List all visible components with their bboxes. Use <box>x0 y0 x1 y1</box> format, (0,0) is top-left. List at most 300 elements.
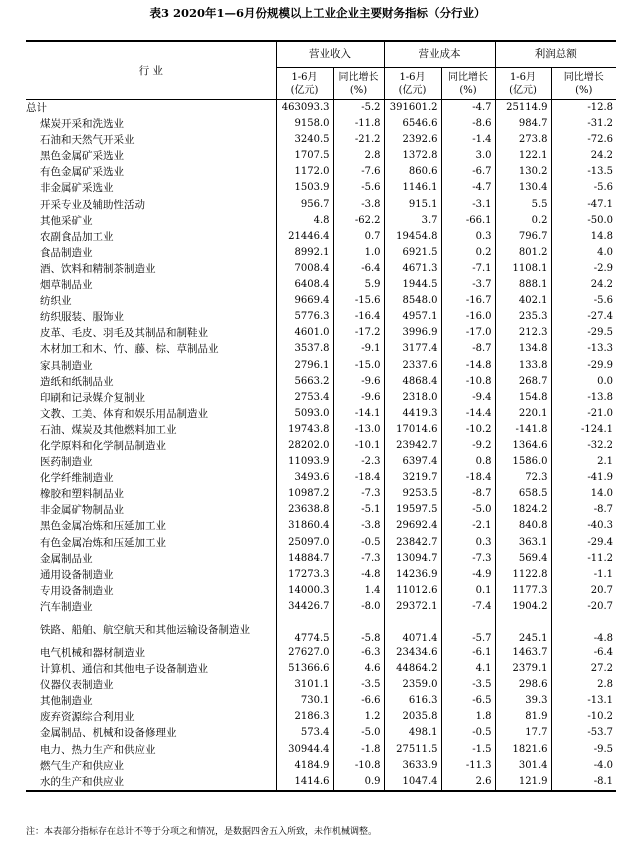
cost-growth-cell: -3.1 <box>441 197 495 213</box>
cost-cell: 19454.8 <box>384 229 441 245</box>
revenue-cell: 956.7 <box>276 197 333 213</box>
profit-cell: 122.1 <box>495 148 551 164</box>
cost-growth-cell: -16.0 <box>441 309 495 325</box>
cost-cell: 17014.6 <box>384 422 441 438</box>
table-row <box>26 742 616 758</box>
table-row <box>26 261 616 277</box>
revenue-growth-cell: -7.3 <box>333 486 384 502</box>
table-row <box>26 774 616 791</box>
industry-name-cell: 其他采矿业 <box>40 214 93 227</box>
profit-growth-cell: -4.8 <box>551 615 616 645</box>
cost-cell: 19597.5 <box>384 502 441 518</box>
profit-cell: 1904.2 <box>495 599 551 615</box>
revenue-growth-cell: -15.6 <box>333 293 384 309</box>
cost-cell: 3633.9 <box>384 758 441 774</box>
revenue-growth-cell: -6.4 <box>333 261 384 277</box>
profit-cell: 1586.0 <box>495 454 551 470</box>
revenue-cell: 14000.3 <box>276 583 333 599</box>
cost-growth-cell: -10.2 <box>441 422 495 438</box>
table-row <box>26 229 616 245</box>
cost-cell: 3219.7 <box>384 470 441 486</box>
profit-cell: 235.3 <box>495 309 551 325</box>
profit-growth-cell: 2.1 <box>551 454 616 470</box>
industry-name-cell: 家具制造业 <box>40 359 93 372</box>
cost-growth-cell: 0.3 <box>441 229 495 245</box>
profit-growth-cell: -53.7 <box>551 725 616 741</box>
profit-growth-cell: -10.2 <box>551 709 616 725</box>
profit-growth-cell: -8.7 <box>551 502 616 518</box>
revenue-header: 营业收入 <box>276 41 384 68</box>
revenue-cell: 3537.8 <box>276 341 333 357</box>
profit-growth-cell: 2.8 <box>551 677 616 693</box>
revenue-growth-cell: -8.0 <box>333 599 384 615</box>
cost-growth-cell: -9.2 <box>441 438 495 454</box>
cost-cell: 6921.5 <box>384 245 441 261</box>
profit-cell: 17.7 <box>495 725 551 741</box>
table-row <box>26 645 616 661</box>
revenue-cell: 4601.0 <box>276 325 333 341</box>
profit-cell: 1821.6 <box>495 742 551 758</box>
revenue-growth-cell: -9.6 <box>333 374 384 390</box>
profit-header: 利润总额 <box>495 41 616 68</box>
revenue-growth-cell: -1.8 <box>333 742 384 758</box>
revenue-cell: 2186.3 <box>276 709 333 725</box>
profit-cell: 220.1 <box>495 406 551 422</box>
profit-growth-cell: 24.2 <box>551 277 616 293</box>
cost-header: 营业成本 <box>384 41 495 68</box>
cost-cell: 1146.1 <box>384 180 441 196</box>
profit-growth-cell: -29.5 <box>551 325 616 341</box>
cost-cell: 3996.9 <box>384 325 441 341</box>
industry-name-cell: 印刷和记录媒介复制业 <box>40 391 145 404</box>
cost-cell: 391601.2 <box>384 100 441 117</box>
revenue-cell: 6408.4 <box>276 277 333 293</box>
revenue-growth-cell: -13.0 <box>333 422 384 438</box>
cost-cell: 14236.9 <box>384 567 441 583</box>
cost-growth-cell: 0.1 <box>441 583 495 599</box>
cost-cell: 23942.7 <box>384 438 441 454</box>
profit-cell: 1108.1 <box>495 261 551 277</box>
profit-growth-cell: -29.9 <box>551 358 616 374</box>
profit-cell: 72.3 <box>495 470 551 486</box>
profit-growth-cell: -1.1 <box>551 567 616 583</box>
profit-cell: 134.8 <box>495 341 551 357</box>
cost-growth-cell: -4.7 <box>441 100 495 117</box>
industry-name-cell: 铁路、船舶、航空航天和其他运输设备制造业 <box>40 623 250 636</box>
profit-growth-cell: 0.0 <box>551 374 616 390</box>
cost-growth-cell: -5.7 <box>441 615 495 645</box>
profit-cell: 130.2 <box>495 164 551 180</box>
revenue-cell: 14884.7 <box>276 551 333 567</box>
revenue-cell: 28202.0 <box>276 438 333 454</box>
industry-name-cell: 非金属矿采选业 <box>40 182 114 195</box>
revenue-cell: 21446.4 <box>276 229 333 245</box>
revenue-cell: 7008.4 <box>276 261 333 277</box>
industry-name-cell: 酒、饮料和精制茶制造业 <box>40 262 156 275</box>
cost-growth-cell: -7.3 <box>441 551 495 567</box>
cost-growth-cell: 3.0 <box>441 148 495 164</box>
cost-growth-cell: -8.7 <box>441 341 495 357</box>
industry-name-cell: 黑色金属矿采选业 <box>40 150 124 163</box>
cost-cell: 1047.4 <box>384 774 441 791</box>
table-row <box>26 567 616 583</box>
industry-name-cell: 仪器仪表制造业 <box>40 679 114 692</box>
revenue-growth-cell: -16.4 <box>333 309 384 325</box>
profit-cell: 301.4 <box>495 758 551 774</box>
profit-growth-cell: -32.2 <box>551 438 616 454</box>
industry-name-cell: 造纸和纸制品业 <box>40 375 114 388</box>
table-row <box>26 502 616 518</box>
cost-growth-cell: -4.9 <box>441 567 495 583</box>
revenue-growth-cell: -6.3 <box>333 645 384 661</box>
profit-growth-cell: -47.1 <box>551 197 616 213</box>
industry-name-cell: 汽车制造业 <box>40 600 93 613</box>
profit-cell: 121.9 <box>495 774 551 791</box>
revenue-growth-cell: -9.1 <box>333 341 384 357</box>
profit-amount-header: 1-6月 (亿元) <box>495 68 551 100</box>
profit-cell: 402.1 <box>495 293 551 309</box>
table-row <box>26 341 616 357</box>
profit-cell: 984.7 <box>495 116 551 132</box>
profit-growth-cell: -11.2 <box>551 551 616 567</box>
industry-name-cell: 有色金属矿采选业 <box>40 166 124 179</box>
cost-amount-header: 1-6月 (亿元) <box>384 68 441 100</box>
cost-growth-cell: -2.1 <box>441 518 495 534</box>
cost-growth-cell: 0.2 <box>441 245 495 261</box>
industry-name-cell: 有色金属冶炼和压延加工业 <box>40 536 166 549</box>
revenue-cell: 4.8 <box>276 213 333 229</box>
industry-name-cell: 其他制造业 <box>40 695 93 708</box>
profit-growth-cell: -124.1 <box>551 422 616 438</box>
revenue-cell: 5776.3 <box>276 309 333 325</box>
table-row <box>26 583 616 599</box>
profit-growth-cell: -50.0 <box>551 213 616 229</box>
table-row <box>26 132 616 148</box>
industry-name-cell: 电气机械和器材制造业 <box>40 647 145 659</box>
table-row <box>26 148 616 164</box>
profit-cell: 25114.9 <box>495 100 551 117</box>
revenue-cell: 573.4 <box>276 725 333 741</box>
cost-growth-cell: -18.4 <box>441 470 495 486</box>
cost-growth-cell: -3.5 <box>441 677 495 693</box>
cost-cell: 11012.6 <box>384 583 441 599</box>
industry-name-cell: 石油和天然气开采业 <box>40 134 135 147</box>
industry-name-cell: 医药制造业 <box>40 456 93 469</box>
industry-name-cell: 废弃资源综合利用业 <box>40 711 135 724</box>
revenue-cell: 3101.1 <box>276 677 333 693</box>
cost-cell: 616.3 <box>384 693 441 709</box>
profit-cell: 130.4 <box>495 180 551 196</box>
cost-growth-cell: 4.1 <box>441 661 495 677</box>
table-row <box>26 693 616 709</box>
revenue-growth-cell: -11.8 <box>333 116 384 132</box>
industry-name-cell: 化学原料和化学制品制造业 <box>40 439 166 452</box>
revenue-cell: 2753.4 <box>276 390 333 406</box>
revenue-cell: 5093.0 <box>276 406 333 422</box>
profit-growth-cell: -4.0 <box>551 758 616 774</box>
cost-cell: 4671.3 <box>384 261 441 277</box>
profit-cell: 1463.7 <box>495 645 551 661</box>
profit-cell: 1824.2 <box>495 502 551 518</box>
profit-growth-cell: -41.9 <box>551 470 616 486</box>
financial-indicators-table <box>26 40 616 792</box>
cost-cell: 3.7 <box>384 213 441 229</box>
cost-cell: 498.1 <box>384 725 441 741</box>
profit-cell: 658.5 <box>495 486 551 502</box>
revenue-growth-cell: -7.3 <box>333 551 384 567</box>
profit-cell: 39.3 <box>495 693 551 709</box>
profit-growth-cell: -6.4 <box>551 645 616 661</box>
industry-name-cell: 烟草制品业 <box>40 279 93 292</box>
industry-name-cell: 皮革、毛皮、羽毛及其制品和制鞋业 <box>40 327 208 340</box>
revenue-cell: 1172.0 <box>276 164 333 180</box>
profit-growth-cell: -5.6 <box>551 293 616 309</box>
cost-cell: 9253.5 <box>384 486 441 502</box>
table-row <box>26 551 616 567</box>
profit-growth-cell: -13.1 <box>551 693 616 709</box>
table-row <box>26 197 616 213</box>
revenue-growth-cell: -5.0 <box>333 725 384 741</box>
cost-growth-cell: -66.1 <box>441 213 495 229</box>
revenue-cell: 11093.9 <box>276 454 333 470</box>
profit-growth-cell: -8.1 <box>551 774 616 791</box>
table-row <box>26 518 616 534</box>
industry-name-cell: 非金属矿物制品业 <box>40 504 124 517</box>
industry-name-cell: 食品制造业 <box>40 246 93 259</box>
table-row <box>26 758 616 774</box>
revenue-growth-cell: -9.6 <box>333 390 384 406</box>
industry-name-cell: 金属制品业 <box>40 552 93 565</box>
profit-growth-cell: -5.6 <box>551 180 616 196</box>
revenue-growth-cell: -10.1 <box>333 438 384 454</box>
cost-cell: 6546.6 <box>384 116 441 132</box>
revenue-cell: 3240.5 <box>276 132 333 148</box>
profit-cell: 154.8 <box>495 390 551 406</box>
industry-name-cell: 煤炭开采和洗选业 <box>40 118 124 131</box>
cost-cell: 44864.2 <box>384 661 441 677</box>
industry-name-cell: 电力、热力生产和供应业 <box>40 743 156 756</box>
cost-cell: 2359.0 <box>384 677 441 693</box>
profit-growth-cell: 14.0 <box>551 486 616 502</box>
table-row <box>26 180 616 196</box>
revenue-growth-cell: 1.4 <box>333 583 384 599</box>
revenue-growth-cell: 0.9 <box>333 774 384 791</box>
cost-cell: 23842.7 <box>384 535 441 551</box>
industry-name-cell: 农副食品加工业 <box>40 230 114 243</box>
table-row <box>26 454 616 470</box>
cost-cell: 860.6 <box>384 164 441 180</box>
profit-cell: 363.1 <box>495 535 551 551</box>
table-row <box>26 358 616 374</box>
industry-name-cell: 专用设备制造业 <box>40 584 114 597</box>
revenue-cell: 27627.0 <box>276 645 333 661</box>
cost-cell: 4071.4 <box>384 615 441 645</box>
profit-growth-cell: -27.4 <box>551 309 616 325</box>
profit-cell: 298.6 <box>495 677 551 693</box>
cost-growth-cell: -14.4 <box>441 406 495 422</box>
profit-cell: 888.1 <box>495 277 551 293</box>
profit-cell: -141.8 <box>495 422 551 438</box>
revenue-cell: 23638.8 <box>276 502 333 518</box>
revenue-growth-cell: 4.6 <box>333 661 384 677</box>
profit-growth-cell: -12.8 <box>551 100 616 117</box>
cost-growth-cell: -11.3 <box>441 758 495 774</box>
table-row <box>26 309 616 325</box>
revenue-cell: 9669.4 <box>276 293 333 309</box>
revenue-growth-cell: -3.5 <box>333 677 384 693</box>
revenue-cell: 730.1 <box>276 693 333 709</box>
table-row <box>26 116 616 132</box>
profit-cell: 2379.1 <box>495 661 551 677</box>
table-row <box>26 422 616 438</box>
revenue-cell: 8992.1 <box>276 245 333 261</box>
table-row <box>26 709 616 725</box>
table-row <box>26 164 616 180</box>
revenue-growth-cell: 1.2 <box>333 709 384 725</box>
cost-cell: 6397.4 <box>384 454 441 470</box>
revenue-growth-header: 同比增长 (%) <box>333 68 384 100</box>
revenue-cell: 17273.3 <box>276 567 333 583</box>
revenue-growth-cell: -4.8 <box>333 567 384 583</box>
cost-growth-cell: -6.7 <box>441 164 495 180</box>
cost-growth-cell: -10.8 <box>441 374 495 390</box>
profit-cell: 133.8 <box>495 358 551 374</box>
profit-growth-header: 同比增长 (%) <box>551 68 616 100</box>
revenue-cell: 4774.5 <box>276 615 333 645</box>
profit-growth-cell: 20.7 <box>551 583 616 599</box>
table-row <box>26 486 616 502</box>
industry-name-cell: 计算机、通信和其他电子设备制造业 <box>40 663 208 676</box>
revenue-cell: 25097.0 <box>276 535 333 551</box>
table-row <box>26 277 616 293</box>
industry-name-cell: 文教、工美、体育和娱乐用品制造业 <box>40 407 208 420</box>
table-row <box>26 100 616 117</box>
cost-growth-cell: -14.8 <box>441 358 495 374</box>
revenue-growth-cell: -6.6 <box>333 693 384 709</box>
cost-growth-cell: -6.5 <box>441 693 495 709</box>
table-row <box>26 390 616 406</box>
table-row <box>26 470 616 486</box>
industry-name-cell: 黑色金属冶炼和压延加工业 <box>40 520 166 533</box>
profit-growth-cell: -31.2 <box>551 116 616 132</box>
profit-cell: 1177.3 <box>495 583 551 599</box>
revenue-cell: 9158.0 <box>276 116 333 132</box>
revenue-cell: 5663.2 <box>276 374 333 390</box>
cost-growth-cell: 1.8 <box>441 709 495 725</box>
cost-cell: 13094.7 <box>384 551 441 567</box>
revenue-growth-cell: -21.2 <box>333 132 384 148</box>
table-row <box>26 374 616 390</box>
revenue-cell: 1503.9 <box>276 180 333 196</box>
cost-growth-cell: -0.5 <box>441 725 495 741</box>
cost-growth-cell: -7.1 <box>441 261 495 277</box>
revenue-growth-cell: -5.8 <box>333 615 384 645</box>
profit-growth-cell: -72.6 <box>551 132 616 148</box>
table-row <box>26 677 616 693</box>
cost-cell: 915.1 <box>384 197 441 213</box>
cost-cell: 4868.4 <box>384 374 441 390</box>
profit-cell: 801.2 <box>495 245 551 261</box>
cost-cell: 2318.0 <box>384 390 441 406</box>
revenue-cell: 3493.6 <box>276 470 333 486</box>
profit-growth-cell: -9.5 <box>551 742 616 758</box>
industry-header: 行 业 <box>26 41 276 100</box>
revenue-growth-cell: -18.4 <box>333 470 384 486</box>
revenue-cell: 30944.4 <box>276 742 333 758</box>
industry-name-cell: 木材加工和木、竹、藤、棕、草制品业 <box>40 343 219 356</box>
profit-cell: 268.7 <box>495 374 551 390</box>
revenue-cell: 1414.6 <box>276 774 333 791</box>
cost-growth-cell: -16.7 <box>441 293 495 309</box>
profit-cell: 81.9 <box>495 709 551 725</box>
cost-cell: 2337.6 <box>384 358 441 374</box>
table-row <box>26 213 616 229</box>
revenue-growth-cell: -62.2 <box>333 213 384 229</box>
revenue-growth-cell: -2.3 <box>333 454 384 470</box>
table-row <box>26 725 616 741</box>
cost-growth-cell: -9.4 <box>441 390 495 406</box>
table-row <box>26 615 616 645</box>
profit-cell: 0.2 <box>495 213 551 229</box>
revenue-cell: 51366.6 <box>276 661 333 677</box>
cost-growth-header: 同比增长 (%) <box>441 68 495 100</box>
revenue-growth-cell: -5.2 <box>333 100 384 117</box>
table-row <box>26 245 616 261</box>
revenue-cell: 34426.7 <box>276 599 333 615</box>
industry-name-cell: 开采专业及辅助性活动 <box>40 198 145 211</box>
revenue-growth-cell: -14.1 <box>333 406 384 422</box>
cost-growth-cell: -4.7 <box>441 180 495 196</box>
cost-cell: 4957.1 <box>384 309 441 325</box>
profit-growth-cell: 24.2 <box>551 148 616 164</box>
cost-cell: 2392.6 <box>384 132 441 148</box>
profit-growth-cell: -13.5 <box>551 164 616 180</box>
revenue-cell: 19743.8 <box>276 422 333 438</box>
profit-cell: 5.5 <box>495 197 551 213</box>
revenue-growth-cell: -0.5 <box>333 535 384 551</box>
revenue-growth-cell: -5.1 <box>333 502 384 518</box>
industry-name-cell: 橡胶和塑料制品业 <box>40 488 124 501</box>
profit-growth-cell: -13.3 <box>551 341 616 357</box>
footnote: 注：本表部分指标存在总计不等于分项之和情况，是数据四舍五入所致，未作机械调整。 <box>26 827 378 837</box>
table-row <box>26 535 616 551</box>
profit-cell: 840.8 <box>495 518 551 534</box>
revenue-growth-cell: -3.8 <box>333 197 384 213</box>
revenue-growth-cell: -15.0 <box>333 358 384 374</box>
revenue-growth-cell: 5.9 <box>333 277 384 293</box>
cost-growth-cell: -8.7 <box>441 486 495 502</box>
profit-cell: 1364.6 <box>495 438 551 454</box>
table-row <box>26 293 616 309</box>
cost-growth-cell: -8.6 <box>441 116 495 132</box>
revenue-amount-header: 1-6月 (亿元) <box>276 68 333 100</box>
cost-growth-cell: -1.5 <box>441 742 495 758</box>
revenue-cell: 2796.1 <box>276 358 333 374</box>
industry-name-cell: 通用设备制造业 <box>40 568 114 581</box>
cost-growth-cell: 0.8 <box>441 454 495 470</box>
cost-growth-cell: 2.6 <box>441 774 495 791</box>
profit-growth-cell: -13.8 <box>551 390 616 406</box>
industry-name-cell: 纺织服装、服饰业 <box>40 311 124 324</box>
profit-cell: 273.8 <box>495 132 551 148</box>
revenue-cell: 10987.2 <box>276 486 333 502</box>
cost-cell: 29372.1 <box>384 599 441 615</box>
industry-name-cell: 金属制品、机械和设备修理业 <box>40 727 177 740</box>
cost-growth-cell: -1.4 <box>441 132 495 148</box>
revenue-growth-cell: -10.8 <box>333 758 384 774</box>
cost-cell: 1944.5 <box>384 277 441 293</box>
cost-growth-cell: -17.0 <box>441 325 495 341</box>
